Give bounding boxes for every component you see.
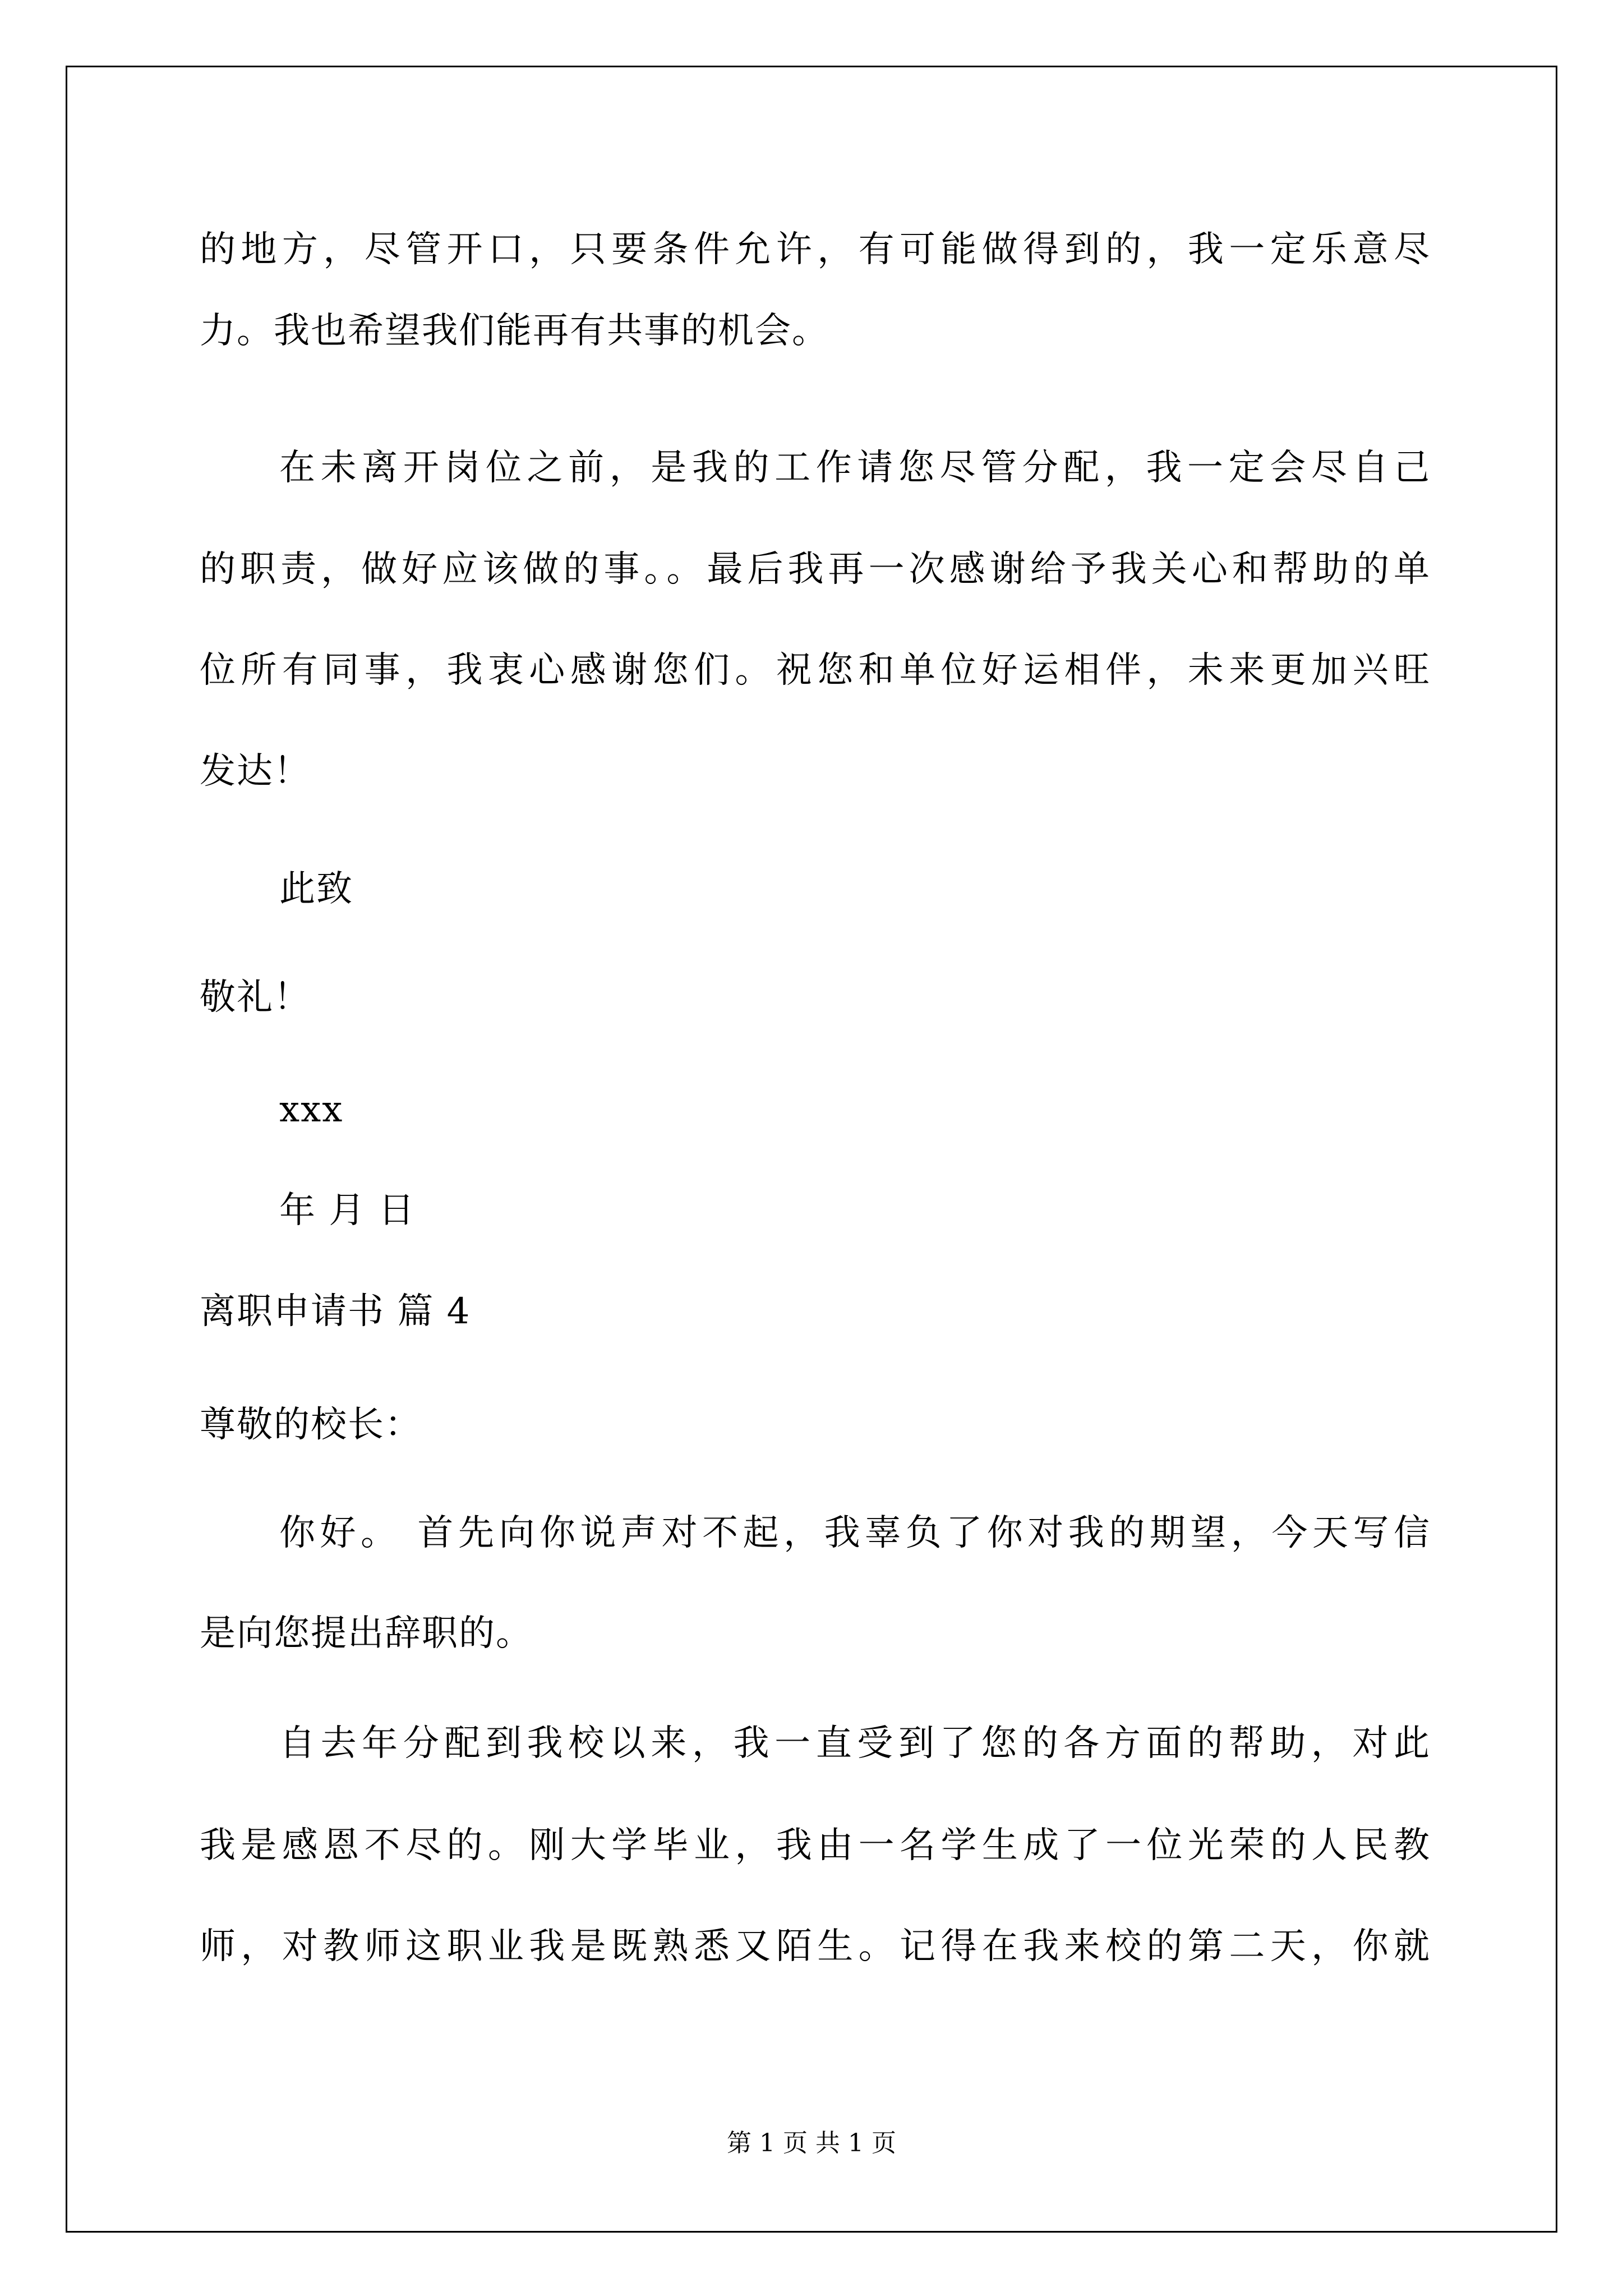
paragraph-line: 力。我也希望我们能再有共事的机会。 [200,310,829,352]
paragraph-line: 我是感恩不尽的。刚大学毕业，我由一名学生成了一位光荣的人民教 [200,1825,1431,1866]
paragraph-line: 自去年分配到我校以来，我一直受到了您的各方面的帮助，对此 [279,1723,1431,1764]
paragraph-line: 的地方，尽管开口，只要条件允许，有可能做得到的，我一定乐意尽 [200,229,1431,270]
closing-respect: 敬礼！ [200,977,311,1018]
paragraph-line: 的职责，做好应该做的事。。最后我再一次感谢给予我关心和帮助的单 [200,549,1431,590]
paragraph-line: 你好。 首先向你说声对不起，我辜负了你对我的期望，今天写信 [279,1512,1431,1554]
letter-greeting: 尊敬的校长： [200,1404,422,1446]
page-footer: 第 1 页 共 1 页 [727,2129,896,2157]
closing-salutation: 此致 [279,868,353,910]
page-border [66,66,1557,2233]
section-heading: 离职申请书 篇 4 [200,1291,471,1332]
signature-name: xxx [279,1089,344,1130]
paragraph-line: 发达！ [200,751,311,792]
paragraph-line: 位所有同事，我衷心感谢您们。祝您和单位好运相伴，未来更加兴旺 [200,650,1431,691]
paragraph-line: 师，对教师这职业我是既熟悉又陌生。记得在我来校的第二天，你就 [200,1926,1431,1967]
paragraph-line: 在未离开岗位之前，是我的工作请您尽管分配，我一定会尽自己 [279,447,1431,489]
signature-date: 年 月 日 [279,1190,416,1231]
paragraph-line: 是向您提出辞职的。 [200,1613,533,1654]
